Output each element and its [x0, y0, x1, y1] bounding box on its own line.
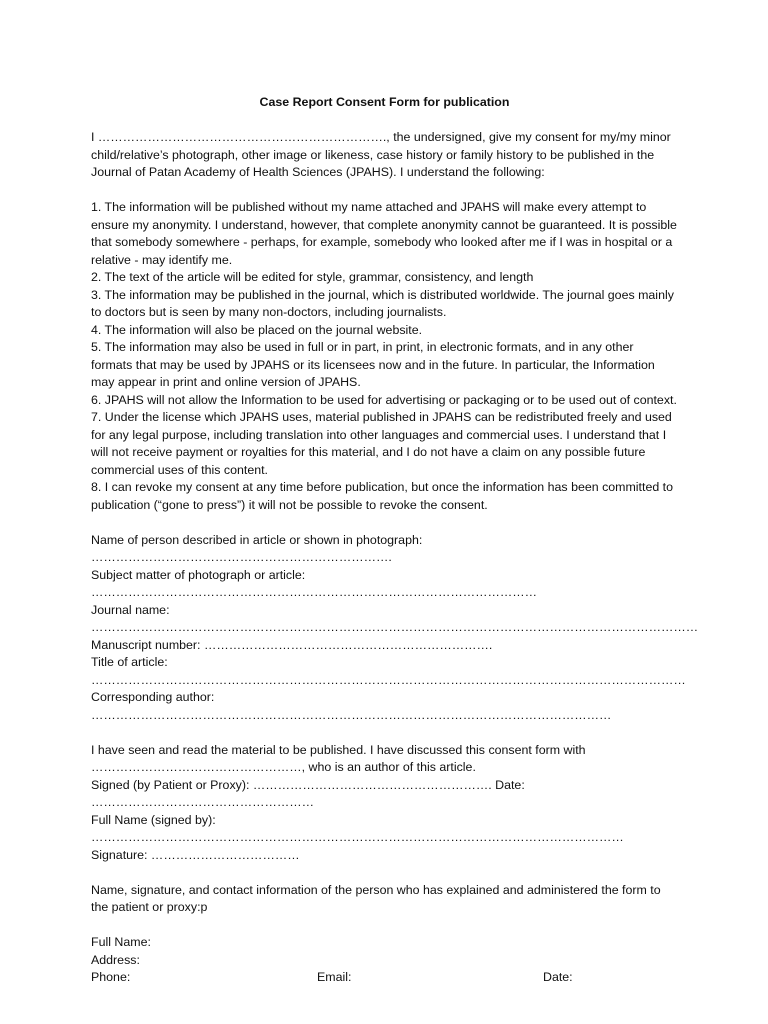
field-journal-name: Journal name: ………………………………………………………………………………………………………………………………… — [91, 602, 699, 634]
term-item-8: 8. I can revoke my consent at any time before publication, but once the information has been committed to publication (“gone to press”) it will not be possible to revoke the consent. — [91, 480, 673, 512]
term-item-4: 4. The information will also be placed on the journal website. — [91, 322, 423, 337]
contact-row — [91, 969, 678, 987]
field-subject-matter: Subject matter of photograph or article: ……………………………………………………………………………………………… — [91, 567, 538, 599]
field-manuscript-number: Manuscript number: ……………………………………………………………. — [91, 637, 493, 652]
term-item-2: 2. The text of the article will be edited for style, grammar, consistency, and length — [91, 270, 534, 284]
term-item-7: 7. Under the license which JPAHS uses, material published in JPAHS can be redistributed freely and used for any legal purpose, including translation into other languages and commercial uses. I understand that I will not receive payment or royalties for this material, and I do not have a claim on any possible future commercial uses of this content. — [91, 410, 672, 477]
document-title: Case Report Consent Form for publication — [259, 95, 510, 109]
term-item-5: 5. The information may also be used in full or in part, in print, in electronic formats, and in any other formats that may be used by JPAHS or its licensees now and in the future. In particular, the Information may appear in print and online version of JPAHS. — [91, 340, 655, 389]
terms-list — [91, 199, 678, 514]
contact-address-label: Address: — [91, 952, 140, 967]
full-name-signed-line: Full Name (signed by): ………………………………………………………………………………………………………………… — [91, 812, 624, 844]
term-item-6: 6. JPAHS will not allow the Information to be used for advertising or packaging or to be used out of context. — [91, 392, 677, 407]
field-article-title: Title of article: ……………………………………………………………………………………………………………………………… — [91, 655, 686, 687]
admin-statement: Name, signature, and contact information of the person who has explained and administered the form to the patient or proxy:p — [91, 882, 661, 914]
field-person-name: Name of person described in article or shown in photograph: ………………………………………………………………. — [91, 532, 423, 564]
intro-paragraph: I ……………………………………………………………., the undersigned, give my consent for my/my minor child/relative’s photograph, other image or likeness, case history or family history to be published in the Journal of Patan Academy of Health Sciences (JPAHS). I understand the following: — [91, 130, 671, 179]
article-fields — [91, 532, 699, 725]
contact-full-name-label: Full Name: — [91, 935, 151, 949]
seen-statement: I have seen and read the material to be published. I have discussed this consent form with ……………………………………………, who is an author of this article. — [91, 742, 586, 774]
contact-phone-label: Phone: — [91, 970, 131, 984]
signature-line: Signature: ……………………………… — [91, 847, 300, 862]
field-corresponding-author: Corresponding author: ……………………………………………………………………………………………………………… — [91, 690, 612, 722]
term-item-1: 1. The information will be published without my name attached and JPAHS will make every attempt to ensure my anonymity. I understand, however, that complete anonymity cannot be guaranteed. It is possible that somebody somewhere - perhaps, for example, somebody who looked after me if I was in hospital or a relative - may identify me. — [91, 200, 677, 267]
signed-by-line: Signed (by Patient or Proxy): …………………………………………………. Date: ……………………………………………… — [91, 777, 525, 809]
contact-email-label: Email: — [317, 970, 352, 984]
signature-lines — [91, 777, 678, 865]
contact-date-label: Date: — [543, 970, 573, 984]
term-item-3: 3. The information may be published in the journal, which is distributed worldwide. The journal goes mainly to doctors but is seen by many non-doctors, including journalists. — [91, 287, 674, 319]
administrator-contact — [91, 934, 678, 987]
